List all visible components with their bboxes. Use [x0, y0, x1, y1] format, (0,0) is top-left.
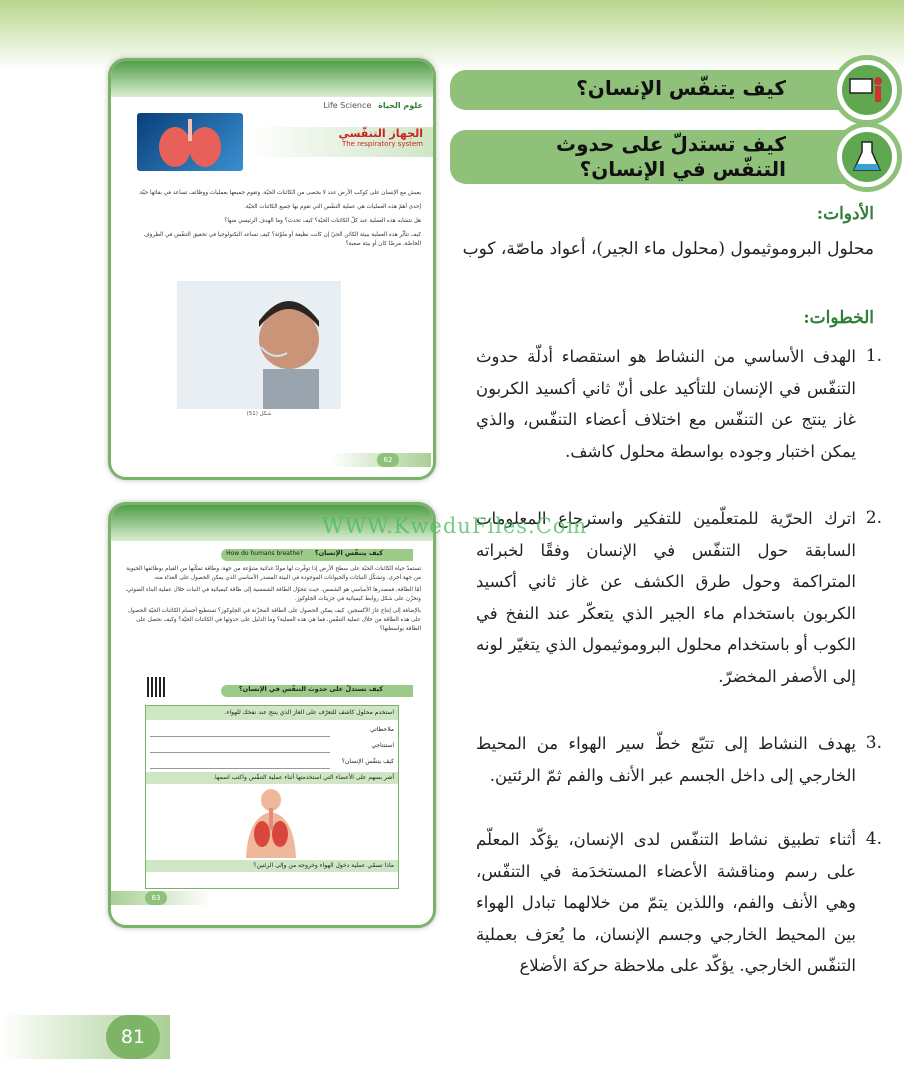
thumb1-header — [323, 101, 423, 110]
thumb1-title-en: The respiratory system — [341, 140, 423, 148]
answer-line — [150, 752, 330, 753]
teacher-icon — [832, 55, 902, 125]
thumb1-para: هل تتشابه هذه العملية عند كلّ الكائنات الحيّة؟ كيف تحدث؟ وما الهدف الرئيسي منها؟ — [224, 218, 421, 224]
step-text: يهدف النشاط إلى تتبّع خطّ سير الهواء من المحيط الخارجي إلى داخل الجسم عبر الأنف والفم ثمّ الرئتين. — [476, 734, 856, 785]
page-number: 81 — [106, 1015, 160, 1059]
flask-icon-inner — [842, 132, 892, 182]
thumb2-title-bar — [221, 549, 413, 561]
teacher-icon-inner — [842, 65, 892, 115]
step-item — [476, 824, 882, 982]
lungs-image — [137, 113, 243, 171]
tools-text: محلول البروموثيمول (محلول ماء الجير)، أعواد ماصّة، كوب — [462, 239, 874, 259]
tools-label: الأدوات: — [816, 204, 874, 224]
thumb1-header-en: Life Science — [323, 101, 372, 110]
panel-top-band — [111, 61, 433, 97]
step-text: اترك الحرّية للمتعلّمين للتفكير واسترجاع المعلومات السابقة حول التنفّس في الإنسان وفقًا لخبراته المتراكمة وحول طرق الكشف عن غاز ثاني أكسيد الكربون باستخدام ماء الجير الذي يتعكّر عند النفخ في الكوب أو باستخدام محلول البروموثيمول الذي يتغيّر لونه إلى الأصفر المخضرّ. — [476, 509, 856, 686]
answer-line — [150, 768, 330, 769]
flask-icon — [832, 122, 902, 192]
watermark: WWW.KweduFiles.Com — [322, 514, 588, 538]
thumb1-para: كيف تتأثّر هذه العملية ببيئة الكائن الحيّ إن كانت نظيفة أو ملوّثة؟ كيف تساعد التكنولوجيا في تحقيق التنفّس في الظروف الخاصّة، مرضًا كان أو بيئة صعبة؟ — [143, 232, 421, 247]
heading-how-humans-breathe — [450, 70, 874, 110]
figure-caption: شكل (51) — [246, 411, 272, 417]
heading2-text: كيف تستدلّ على حدوث التنفّس في الإنسان؟ — [556, 132, 786, 181]
thumb1-title-strip — [247, 127, 433, 157]
thumbnail-page-62 — [108, 58, 436, 480]
thumb1-para: إحدى أهمّ هذه العمليات هي عملية التنفّس التي تقوم بها جميع الكائنات الحيّة. — [244, 204, 421, 210]
thumb2-para: بالإضافة إلى إنتاج غاز الأكسجين. كيف يمكن الحصول على الطاقة المخزّنة في الجلوكوز؟ تستطيع أجسام الكائنات الحيّة الحصول على هذه الطاقة من خلال عملية التنفّس، فما هي هذه العملية؟ وما الدليل على حدوثها في الكائنات الحيّة؟ وكيف نحصل على الطاقة بواسطتها؟ — [127, 608, 421, 632]
step-text: أثناء تطبيق نشاط التنفّس لدى الإنسان، يؤكّد المعلّم على رسم ومناقشة الأعضاء المستخدَمة في التنفّس، وهي الأنف والفم، واللذين يتمّ من خلالهما تبادل الهواء بين المحيط الخارجي وجسم الإنسان، ما يُعرَف بعملية التنفّس الخارجي. يؤكّد على ملاحظة حركة الأضلاع — [476, 830, 856, 975]
thumb1-header-ar: علوم الحياة — [378, 101, 423, 110]
qr-code — [147, 677, 167, 697]
step-item — [476, 341, 882, 467]
step-number: .4 — [865, 829, 882, 849]
thumb2-para: تستمدّ حياة الكائنات الحيّة على سطح الأرض إذا توفّرت لها موادّ غذائية متنوّعة من جهة، وطاقة تمكّنها من القيام بوظائفها الحيوية من جهة أخرى. وتشكّل النباتات والحيوانات الموجودة في البيئة المصدر الأساسي الذي يمكن الحصول على الغذاء منه. — [126, 566, 421, 581]
heading1-text: كيف يتنفّس الإنسان؟ — [576, 76, 786, 100]
thumb1-para: يعيش مع الإنسان على كوكب الأرض عدد لا يحصى من الكائنات الحيّة، وتقوم جميعها بعمليات ووظائف تساعد في بقائها حيّة. — [138, 190, 421, 196]
thumb2-title-en: How do humans breathe? — [226, 550, 303, 557]
steps-label: الخطوات: — [803, 308, 874, 328]
thumb2-activity-bar — [221, 685, 413, 697]
thumb2-para: أمّا الطاقة، فمصدرها الأساسي هو الشمس، حيث تتحوّل الطاقة الشمسية إلى طاقة كيميائية في النبات خلال عملية البناء الضوئي، وتخزّن على شكل روابط كيميائية في جزيئات الجلوكوز. — [125, 587, 421, 602]
thumb2-title-ar: كيف يتنفّس الإنسان؟ — [314, 549, 383, 557]
worksheet-row-label: كيف يتنفّس الإنسان؟ — [341, 758, 394, 765]
thumb1-title-ar: الجهاز التنفّسي — [338, 127, 423, 140]
step-number: .1 — [865, 346, 882, 366]
answer-line — [150, 736, 330, 737]
thumb1-text — [125, 189, 421, 249]
thumb1-page-number: 62 — [377, 453, 399, 467]
worksheet-section2: أشر بسهم على الأعضاء التي استخدمتها أثناء عملية التنفّس واكتب اسمها. — [146, 772, 398, 784]
thumb2-activity-title: كيف تستدلّ على حدوث التنفّس في الإنسان؟ — [238, 685, 383, 693]
step-number: .2 — [865, 508, 882, 528]
worksheet-row-label: استنتاجي — [371, 742, 394, 749]
step-number: .3 — [865, 733, 882, 753]
step-item — [476, 728, 882, 791]
thumbnail-page-63 — [108, 502, 436, 928]
thumb2-text — [123, 565, 421, 634]
thumb2-page-number: 63 — [145, 891, 167, 905]
heading-breathing-evidence — [450, 130, 874, 184]
worksheet-head: استخدم محلول كاشف للتعرّف على الغاز الذي ينتج عند نفخك للهواء. — [146, 706, 398, 720]
boy-photo — [177, 281, 341, 409]
worksheet-table — [145, 705, 399, 889]
worksheet-row-labels — [334, 722, 398, 770]
step-text: الهدف الأساسي من النشاط هو استقصاء أدلّة حدوث التنفّس في الإنسان للتأكيد على أنّ ثاني أكسيد الكربون غاز ينتج عن التنفّس مع اختلاف أعضاء التنفّس، والذي يمكن اختبار وجوده بواسطة محلول كاشف. — [476, 347, 856, 461]
worksheet-question: ماذا تسمّي عملية دخول الهواء وخروجه من وإلى الرئتين؟ — [146, 860, 398, 872]
worksheet-row-label: ملاحظاتي — [370, 726, 394, 733]
respiratory-diagram — [236, 788, 306, 858]
